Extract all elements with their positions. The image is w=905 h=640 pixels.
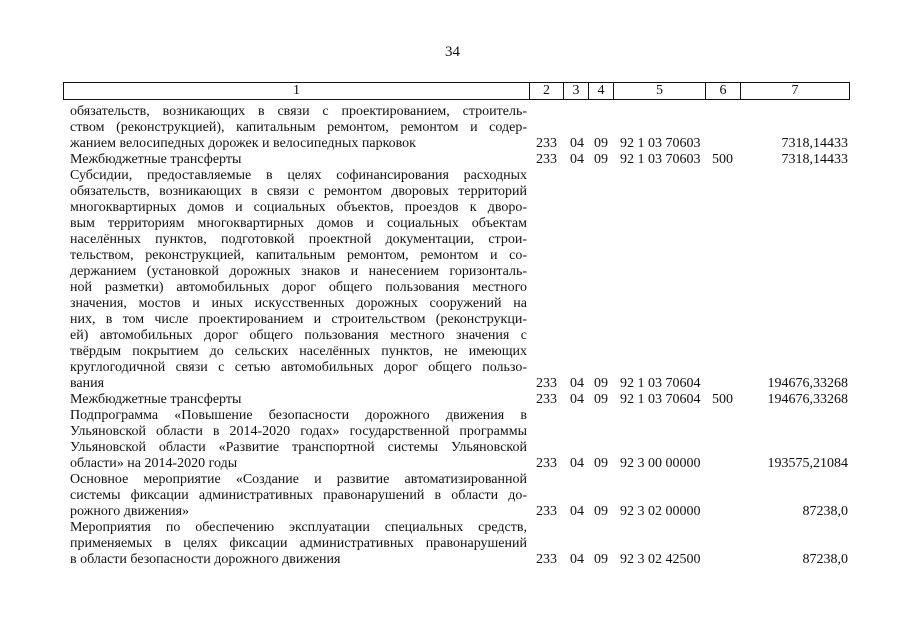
subsection-code: 09 bbox=[594, 136, 608, 151]
target-article-code: 92 3 00 00000 bbox=[620, 456, 701, 471]
description-line: ством (реконструкцией), капитальным ремонтом, ремонтом и содер- bbox=[70, 120, 527, 135]
page-number: 34 bbox=[445, 44, 460, 60]
admin-code: 233 bbox=[536, 504, 557, 519]
admin-code: 233 bbox=[536, 456, 557, 471]
admin-code: 233 bbox=[536, 152, 557, 167]
subsection-code: 09 bbox=[594, 552, 608, 567]
description-line: вания bbox=[70, 376, 105, 391]
description-line: в области безопасности дорожного движения bbox=[70, 552, 341, 567]
table-row bbox=[0, 168, 905, 392]
table-body bbox=[0, 104, 905, 568]
description-line: Мероприятия по обеспечению эксплуатации специальных средств, bbox=[70, 520, 527, 535]
table-header bbox=[63, 82, 850, 100]
description-line: Субсидии, предоставляемые в целях софинансирования расходных bbox=[70, 168, 527, 183]
target-article-code: 92 1 03 70604 bbox=[620, 376, 701, 391]
section-code: 04 bbox=[570, 504, 584, 519]
description-line: рожного движения» bbox=[70, 504, 190, 519]
table-row bbox=[0, 472, 905, 520]
header-col-5: 5 bbox=[614, 83, 706, 100]
description-line: применяемых в целях фиксации административных правонарушений bbox=[70, 536, 527, 551]
table-row bbox=[0, 520, 905, 568]
target-article-code: 92 1 03 70603 bbox=[620, 136, 701, 151]
description-line: твёрдым покрытием до сельских населённых пунктов, не имеющих bbox=[70, 344, 527, 359]
description-line: значения, мостов и иных искусственных дорожных сооружений на bbox=[70, 296, 527, 311]
description-line: тельством, реконструкцией, капитальным ремонтом, ремонтом и со- bbox=[70, 248, 527, 263]
description-line: системы фиксации административных правонарушений в области до- bbox=[70, 488, 527, 503]
description-line: Ульяновской области в 2014-2020 годах» государственной программы bbox=[70, 424, 527, 439]
target-article-code: 92 1 03 70603 bbox=[620, 152, 701, 167]
header-col-3: 3 bbox=[564, 83, 589, 100]
description-line: обязательств, возникающих в связи с ремонтом дворовых территорий bbox=[70, 184, 527, 199]
description-line: жанием велосипедных дорожек и велосипедных парковок bbox=[70, 136, 416, 151]
amount: 7318,14433 bbox=[781, 152, 848, 167]
row-codes bbox=[0, 152, 905, 168]
row-codes bbox=[0, 392, 905, 408]
description-line: круглогодичной связи с сетью автомобильных дорог общего пользо- bbox=[70, 360, 527, 375]
section-code: 04 bbox=[570, 392, 584, 407]
header-col-2: 2 bbox=[530, 83, 564, 100]
description-line: ей) автомобильных дорог общего пользования местного значения с bbox=[70, 328, 527, 343]
table-row bbox=[0, 104, 905, 152]
description-line: Подпрограмма «Повышение безопасности дорожного движения в bbox=[70, 408, 527, 423]
header-col-7: 7 bbox=[741, 83, 850, 100]
subsection-code: 09 bbox=[594, 504, 608, 519]
subsection-code: 09 bbox=[594, 392, 608, 407]
description-line: Ульяновской области «Развитие транспортной системы Ульяновской bbox=[70, 440, 527, 455]
admin-code: 233 bbox=[536, 136, 557, 151]
description-line: Межбюджетные трансферты bbox=[70, 392, 242, 407]
expense-type-code: 500 bbox=[712, 152, 733, 167]
amount: 193575,21084 bbox=[767, 456, 848, 471]
table-row bbox=[0, 152, 905, 168]
amount: 87238,0 bbox=[802, 504, 848, 519]
section-code: 04 bbox=[570, 152, 584, 167]
subsection-code: 09 bbox=[594, 456, 608, 471]
header-col-1: 1 bbox=[64, 83, 530, 100]
row-codes bbox=[0, 456, 905, 472]
section-code: 04 bbox=[570, 456, 584, 471]
amount: 194676,33268 bbox=[767, 376, 848, 391]
admin-code: 233 bbox=[536, 552, 557, 567]
target-article-code: 92 3 02 00000 bbox=[620, 504, 701, 519]
amount: 7318,14433 bbox=[781, 136, 848, 151]
row-codes bbox=[0, 376, 905, 392]
description-line: вым территориям многоквартирных домов и социальных объектам bbox=[70, 216, 527, 231]
amount: 87238,0 bbox=[802, 552, 848, 567]
description-line: области» на 2014-2020 годы bbox=[70, 456, 238, 471]
section-code: 04 bbox=[570, 552, 584, 567]
target-article-code: 92 1 03 70604 bbox=[620, 392, 701, 407]
row-description bbox=[70, 168, 527, 392]
amount: 194676,33268 bbox=[767, 392, 848, 407]
table-row bbox=[0, 408, 905, 472]
row-codes bbox=[0, 504, 905, 520]
description-line: населённых пунктов, подготовкой проектной документации, строи- bbox=[70, 232, 527, 247]
row-codes bbox=[0, 136, 905, 152]
section-code: 04 bbox=[570, 376, 584, 391]
description-line: них, в том числе проектированием и строительством (реконструкци- bbox=[70, 312, 527, 327]
row-codes bbox=[0, 552, 905, 568]
admin-code: 233 bbox=[536, 376, 557, 391]
admin-code: 233 bbox=[536, 392, 557, 407]
subsection-code: 09 bbox=[594, 152, 608, 167]
description-line: многоквартирных домов и социальных объектов, проездов к дворо- bbox=[70, 200, 527, 215]
description-line: Межбюджетные трансферты bbox=[70, 152, 242, 167]
description-line: Основное мероприятие «Создание и развитие автоматизированной bbox=[70, 472, 527, 487]
table-row bbox=[0, 392, 905, 408]
section-code: 04 bbox=[570, 136, 584, 151]
expense-type-code: 500 bbox=[712, 392, 733, 407]
target-article-code: 92 3 02 42500 bbox=[620, 552, 701, 567]
description-line: ной разметки) автомобильных дорог общего пользования местного bbox=[70, 280, 527, 295]
subsection-code: 09 bbox=[594, 376, 608, 391]
description-line: держанием (установкой дорожных знаков и нанесением горизонталь- bbox=[70, 264, 527, 279]
description-line: обязательств, возникающих в связи с проектированием, строитель- bbox=[70, 104, 527, 119]
header-col-4: 4 bbox=[589, 83, 614, 100]
header-col-6: 6 bbox=[706, 83, 741, 100]
